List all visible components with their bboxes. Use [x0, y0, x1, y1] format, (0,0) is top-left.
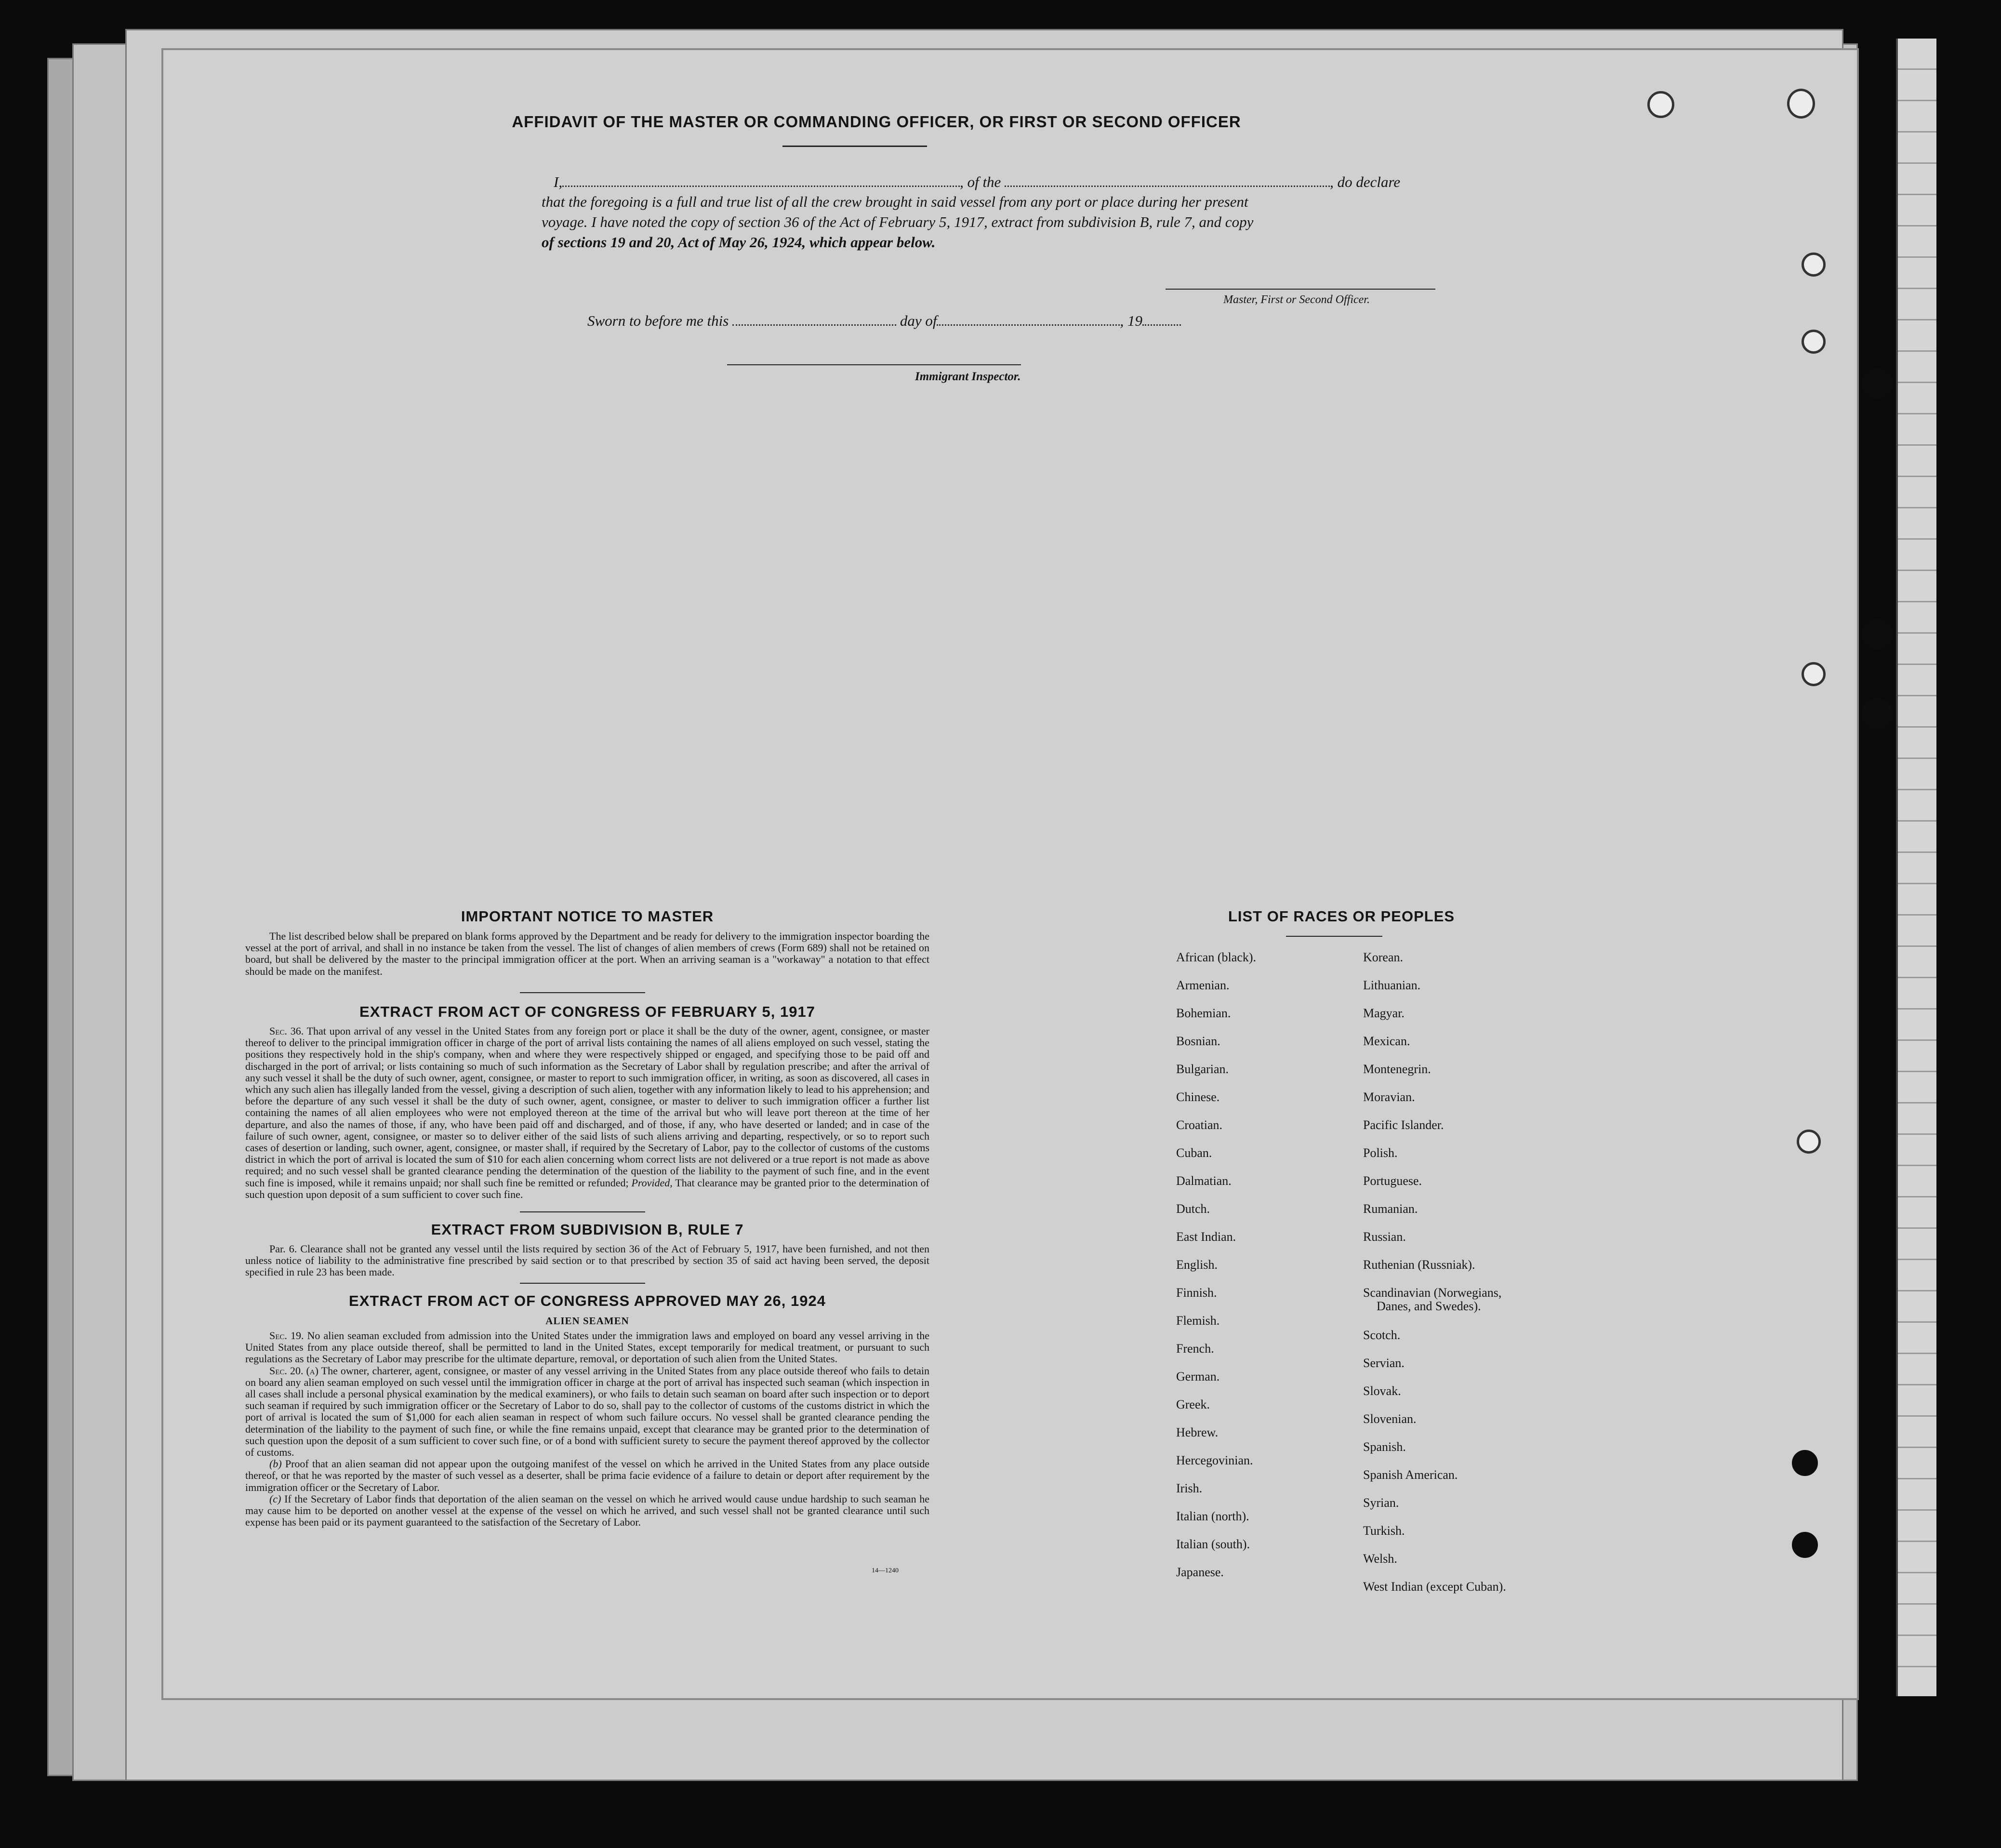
punch-hole: [1802, 253, 1826, 277]
section-rule: [520, 1283, 645, 1284]
race-item: Bulgarian.: [1176, 1062, 1229, 1076]
race-item: Hercegovinian.: [1176, 1453, 1253, 1467]
race-item: Armenian.: [1176, 978, 1230, 992]
master-signature-label: Master, First or Second Officer.: [1223, 293, 1370, 306]
affidavit-of: , of the: [960, 173, 1001, 190]
punch-hole: [1862, 619, 1893, 650]
section-rule: [520, 992, 645, 993]
race-item: Dutch.: [1176, 1202, 1210, 1216]
inspector-label: Immigrant Inspector.: [915, 370, 1021, 383]
race-item: Dalmatian.: [1176, 1174, 1232, 1188]
race-item: Irish.: [1176, 1481, 1203, 1495]
race-item: Lithuanian.: [1363, 978, 1421, 992]
extract-1917-title: EXTRACT FROM ACT OF CONGRESS OF FEBRUARY 5, 1917: [359, 1003, 815, 1020]
races-title: LIST OF RACES OR PEOPLES: [1228, 908, 1455, 925]
sec-19-text: No alien seaman excluded from admission into the United States under the immigration laws and employed on board any vessel arriving in the United States from any place outside thereof, shall be permitted to land in the United States, except temporarily for medical treatment, or pursuant to such regulations as the Secretary of Labor may prescribe for the ultimate departure, removal, or deportation of such alien from the United States.: [245, 1329, 930, 1365]
manifest-page: [161, 48, 1859, 1700]
race-item: Spanish American.: [1363, 1468, 1458, 1482]
vessel-blank[interactable]: [1005, 173, 1330, 187]
sworn-year: , 19: [1120, 312, 1142, 329]
race-item: Ruthenian (Russniak).: [1363, 1258, 1475, 1272]
race-item: Mexican.: [1363, 1034, 1410, 1048]
affidavit-line-3: voyage. I have noted the copy of section 36 of the Act of February 5, 1917, extract from subdivision B, rule 7, and copy: [542, 213, 1254, 230]
extract-1924-body: [245, 1330, 929, 1528]
sworn-prefix: Sworn to before me this: [587, 312, 729, 329]
proviso-text: That clearance may be granted prior to the determination of such question upon deposit of a sum sufficient to cover such fine.: [245, 1176, 930, 1200]
proviso-label: Provided,: [631, 1176, 673, 1189]
rule-7-title: EXTRACT FROM SUBDIVISION B, RULE 7: [431, 1221, 744, 1238]
sec-20c-text: If the Secretary of Labor finds that deportation of the alien seaman on the vessel on which he arrived would cause undue hardship to such seaman he may cause him to be deported on another vessel at the expense of the vessel on which he arrived, and such vessel shall not be granted clearance until such expense has been paid or its payment guaranteed to the satisfaction of the Secretary of Labor.: [245, 1492, 929, 1529]
affidavit-title: AFFIDAVIT OF THE MASTER OR COMMANDING OFFICER, OR FIRST OR SECOND OFFICER: [512, 113, 1241, 131]
race-item: African (black).: [1176, 950, 1257, 964]
extract-1917-body: [245, 1025, 929, 1200]
affidavit-line-1: [554, 173, 1400, 191]
race-item: French.: [1176, 1342, 1214, 1356]
form-number: 14—1240: [872, 1567, 899, 1574]
race-item: Danes, and Swedes).: [1377, 1299, 1481, 1313]
race-item: Bohemian.: [1176, 1006, 1231, 1020]
affidavit-line-2: that the foregoing is a full and true list of all the crew brought in said vessel from any port or place during her present: [542, 193, 1248, 210]
sec-36-text: That upon arrival of any vessel in the United States from any foreign port or place it shall be the duty of the owner, agent, consignee, or master thereof to deliver to the principal immigration officer in charge of the port of arrival lists containing the names of all aliens employed on such vessel, stating the positions they respectively hold in the ship's company, when and where they were respectively shipped or engaged, and specifying those to be paid off and discharged in the port of arrival; or lists containing so much of such information as the Secretary of Labor shall by regulation prescribe; and after the arrival of any such vessel it shall be the duty of such owner, agent, consignee, or master to report to such immigration officer, in writing, as soon as discovered, all cases in which any such alien has illegally landed from the vessel, giving a description of such alien, together with any information likely to lead to his apprehension; and before the departure of any such vessel it shall be the duty of such owner, agent, consignee, or master to deliver to such immigration officer a further list containing the names of all alien employees who were not employed thereon at the time of the arrival but who will leave port thereon at the time of her departure, and also the names of those, if any, who have been paid off and discharged, and of those, if any, who have deserted or landed; and in case of the failure of such owner, agent, consignee, or master so to deliver either of the said lists of such aliens arriving and departing, respectively, or so to report such cases of desertion or landing, such owner, agent, consignee, or master shall, if required by the Secretary of Labor, pay to the collector of customs of the customs district in which the port of arrival is located the sum of $10 for each alien concerning whom correct lists are not delivered or a true report is not made as above required; and no such vessel shall be granted clearance pending the determination of the question of the liability to the payment of such fine, and in the event such fine is imposed, while it remains unpaid; nor shall such fine be remitted or refunded;: [245, 1025, 929, 1189]
extract-1924-title: EXTRACT FROM ACT OF CONGRESS APPROVED MAY 26, 1924: [349, 1292, 826, 1309]
punch-hole: [1862, 368, 1893, 399]
inspector-signature-line[interactable]: [727, 364, 1021, 365]
race-item: Cuban.: [1176, 1146, 1212, 1160]
race-item: Hebrew.: [1176, 1425, 1219, 1439]
punch-hole: [1787, 89, 1815, 119]
sworn-day: day of: [900, 312, 937, 329]
sec-19-label: Sec. 19.: [269, 1329, 304, 1342]
notice-body: [245, 931, 929, 977]
sec-20a-text: The owner, charterer, agent, consignee, or master of any vessel arriving in the United States from any place outside thereof who fails to detain on board any alien seaman employed on such vessel until the immigration officer in charge at the port of arrival has inspected such seaman (which inspection in all cases shall include a personal physical examination by the medical examiners), or who fails to detain such seaman on board after such inspection or to deport such seaman if required by such immigration officer or the Secretary of Labor to do so, shall pay to the collector of customs of the customs district in which the port of arrival is located the sum of $1,000 for each alien seaman in respect of whom such failure occurs. No vessel shall be granted clearance pending the determination of the liability to the payment of such fine, or while the fine remains unpaid, except that clearance may be granted prior to the determination of such question upon the deposit of a sum sufficient to cover such fine, or of a bond with sufficient surety to secure the payment thereof approved by the collector of customs.: [245, 1364, 929, 1459]
race-item: Moravian.: [1363, 1090, 1415, 1104]
sworn-month-blank[interactable]: [937, 312, 1120, 326]
punch-hole: [1862, 698, 1893, 729]
rule-7-text: Par. 6. Clearance shall not be granted any vessel until the lists required by section 36 of the Act of February 5, 1917, have been furnished, and not then unless notice of liability to the administrative fine prescribed by said section or to that prescribed by section 35 of said act having been served, the deposit specified in rule 23 has been made.: [245, 1243, 929, 1278]
race-item: Slovenian.: [1363, 1412, 1417, 1426]
section-rule: [520, 1211, 645, 1212]
rule-7-body: [245, 1243, 929, 1278]
sworn-date-blank[interactable]: [732, 312, 896, 326]
race-item: Pacific Islander.: [1363, 1118, 1444, 1132]
race-item: Turkish.: [1363, 1524, 1405, 1538]
affidavit-line-4: of sections 19 and 20, Act of May 26, 1924, which appear below.: [542, 234, 936, 251]
race-item: Portuguese.: [1363, 1174, 1422, 1188]
notice-text: The list described below shall be prepared on blank forms approved by the Department and be ready for delivery to the immigration inspector boarding the vessel at the port of arrival, and shall in no instance be taken from the vessel. The list of changes of alien members of crews (Form 689) shall not be retained on board, but shall be delivered by the master to the principal immigration officer at the port. When an arriving seaman is a "workaway" a notation to that effect should be made on the manifest.: [245, 930, 929, 977]
race-item: Flemish.: [1176, 1314, 1220, 1328]
sec-20b-label: (b): [269, 1458, 282, 1470]
race-item: Welsh.: [1363, 1552, 1397, 1566]
race-item: Korean.: [1363, 950, 1404, 964]
alien-seamen-subtitle: ALIEN SEAMEN: [545, 1315, 629, 1327]
affidavit-declare: , do declare: [1330, 173, 1401, 190]
race-item: Italian (south).: [1176, 1537, 1250, 1551]
name-blank[interactable]: [562, 173, 960, 187]
race-item: Spanish.: [1363, 1440, 1406, 1454]
race-item: West Indian (except Cuban).: [1363, 1580, 1506, 1594]
sec-20c-label: (c): [269, 1492, 281, 1505]
punch-hole: [1647, 91, 1674, 118]
race-item: Servian.: [1363, 1356, 1405, 1370]
punch-hole: [1792, 1450, 1818, 1476]
race-item: Slovak.: [1363, 1384, 1401, 1398]
sworn-year-blank[interactable]: [1142, 312, 1181, 326]
punch-hole: [1802, 662, 1826, 686]
master-signature-line[interactable]: [1166, 289, 1435, 290]
race-item: Scotch.: [1363, 1328, 1401, 1342]
race-item: Greek.: [1176, 1397, 1210, 1411]
title-rule: [782, 146, 927, 147]
race-item: English.: [1176, 1258, 1218, 1272]
ledger-strip: [1896, 39, 1936, 1696]
sec-20-label: Sec. 20. (a): [269, 1364, 318, 1377]
race-item: German.: [1176, 1369, 1220, 1383]
affidavit-i: I,: [554, 173, 563, 190]
race-item: Chinese.: [1176, 1090, 1220, 1104]
race-item: Polish.: [1363, 1146, 1398, 1160]
race-item: Montenegrin.: [1363, 1062, 1431, 1076]
race-item: Magyar.: [1363, 1006, 1405, 1020]
race-item: Syrian.: [1363, 1496, 1399, 1510]
race-item: Russian.: [1363, 1230, 1406, 1244]
punch-hole: [1802, 330, 1826, 354]
races-title-rule: [1286, 936, 1382, 937]
race-item: Bosnian.: [1176, 1034, 1220, 1048]
race-item: Croatian.: [1176, 1118, 1223, 1132]
race-item: Japanese.: [1176, 1565, 1224, 1579]
punch-hole: [1792, 1532, 1818, 1558]
sec-20b-text: Proof that an alien seaman did not appear upon the outgoing manifest of the vessel on which he arrived in the United States from any place outside thereof, or that he was reported by the master of such vessel as a deserter, shall be prima facie evidence of a failure to detain or deport after requirement by the immigration officer or the Secretary of Labor.: [245, 1458, 930, 1493]
sec-36-label: Sec. 36.: [269, 1025, 304, 1037]
race-item: Rumanian.: [1363, 1202, 1418, 1216]
sworn-line: [587, 312, 1181, 330]
punch-hole: [1797, 1130, 1821, 1154]
race-item: Italian (north).: [1176, 1509, 1249, 1523]
race-item: East Indian.: [1176, 1230, 1236, 1244]
notice-title: IMPORTANT NOTICE TO MASTER: [461, 908, 714, 925]
race-item: Scandinavian (Norwegians,: [1363, 1286, 1502, 1300]
race-item: Finnish.: [1176, 1286, 1217, 1300]
